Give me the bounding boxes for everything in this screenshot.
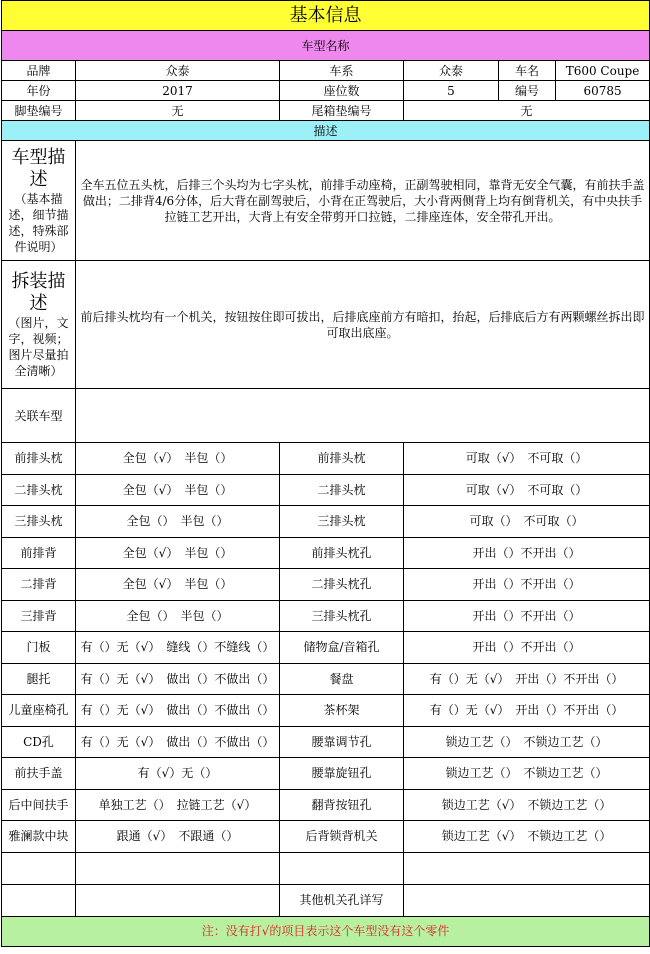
blank-cell (404, 884, 650, 916)
option-left-label: 儿童座椅孔 (2, 695, 76, 727)
option-right-value: 锁边工艺（√） 不锁边工艺（） (404, 821, 650, 853)
option-right-label: 储物盒/音箱孔 (280, 632, 404, 664)
option-right-label: 三排头枕孔 (280, 600, 404, 632)
brand-value: 众泰 (76, 61, 280, 81)
other-holes-label: 其他机关孔详写 (280, 884, 404, 916)
option-right-value: 开出（）不开出（） (404, 569, 650, 601)
option-left-label: CD孔 (2, 726, 76, 758)
series-value: 众泰 (404, 61, 499, 81)
related-value (76, 389, 650, 443)
option-right-label: 前排头枕 (280, 443, 404, 475)
option-row (2, 789, 650, 821)
option-right-value: 可取（√） 不可取（） (404, 474, 650, 506)
option-left-label: 腿托 (2, 663, 76, 695)
sheet-title: 基本信息 (2, 1, 650, 31)
brand-label: 品牌 (2, 61, 76, 81)
option-left-label: 门板 (2, 632, 76, 664)
option-left-value: 全包（） 半包（） (76, 506, 280, 538)
option-left-value: 有（√）无（） (76, 758, 280, 790)
trunkpad-value: 无 (404, 101, 650, 121)
related-label: 关联车型 (2, 389, 76, 443)
option-row (2, 758, 650, 790)
option-left-label: 雅澜款中块 (2, 821, 76, 853)
series-label: 车系 (280, 61, 404, 81)
option-row (2, 569, 650, 601)
blank-cell (76, 852, 280, 884)
carname-label: 车名 (499, 61, 556, 81)
option-right-label: 餐盘 (280, 663, 404, 695)
option-row (2, 663, 650, 695)
option-right-value: 有（）无（√） 开出（）不开出（） (404, 695, 650, 727)
trunkpad-label: 尾箱垫编号 (280, 101, 404, 121)
option-left-label: 二排头枕 (2, 474, 76, 506)
option-left-label: 二排背 (2, 569, 76, 601)
blank-cell (2, 852, 76, 884)
model-desc-subtitle: （基本描述，细节描述，特殊部件说明） (8, 191, 69, 254)
option-row (2, 474, 650, 506)
option-left-label: 前扶手盖 (2, 758, 76, 790)
option-row (2, 537, 650, 569)
option-right-label: 二排头枕孔 (280, 569, 404, 601)
option-left-value: 全包（√） 半包（） (76, 474, 280, 506)
option-right-value: 可取（） 不可取（） (404, 506, 650, 538)
option-right-label: 翻背按钮孔 (280, 789, 404, 821)
option-row (2, 821, 650, 853)
option-right-value: 锁边工艺（） 不锁边工艺（） (404, 726, 650, 758)
info-sheet (1, 0, 650, 947)
option-right-value: 开出（）不开出（） (404, 600, 650, 632)
option-right-value: 开出（）不开出（） (404, 632, 650, 664)
model-desc-label-cell (2, 141, 76, 261)
option-right-label: 后背锁背机关 (280, 821, 404, 853)
option-right-value: 开出（）不开出（） (404, 537, 650, 569)
year-label: 年份 (2, 81, 76, 101)
option-row (2, 632, 650, 664)
option-left-value: 单独工艺（） 拉链工艺（√） (76, 789, 280, 821)
code-value: 60785 (556, 81, 650, 101)
option-row (2, 695, 650, 727)
option-left-value: 全包（√） 半包（） (76, 443, 280, 475)
code-label: 编号 (499, 81, 556, 101)
option-left-value: 全包（√） 半包（） (76, 537, 280, 569)
option-left-value: 跟通（√） 不跟通（） (76, 821, 280, 853)
disassembly-text: 前后排头枕均有一个机关，按钮按住即可拔出，后排底座前方有暗扣，抬起，后排底后方有两颗螺丝拆出即可取出底座。 (76, 261, 650, 389)
option-left-label: 三排背 (2, 600, 76, 632)
option-right-value: 可取（√） 不可取（） (404, 443, 650, 475)
option-left-value: 有（）无（√） 做出（）不做出（） (76, 663, 280, 695)
footer-note: 注：没有打√的项目表示这个车型没有这个零件 (2, 916, 650, 946)
blank-cell (404, 852, 650, 884)
option-right-value: 锁边工艺（√） 不锁边工艺（） (404, 789, 650, 821)
seats-label: 座位数 (280, 81, 404, 101)
model-desc-title: 车型描述 (11, 146, 66, 190)
option-right-value: 锁边工艺（） 不锁边工艺（） (404, 758, 650, 790)
option-row (2, 600, 650, 632)
option-row (2, 506, 650, 538)
option-right-label: 腰靠调节孔 (280, 726, 404, 758)
option-right-label: 前排头枕孔 (280, 537, 404, 569)
blank-cell (280, 852, 404, 884)
model-desc-text: 全车五位五头枕，后排三个头均为七字头枕，前排手动座椅，正副驾驶相同，靠背无安全气囊，有前扶手盖做出；二排背4/6分体，后大背在副驾驶后，小背在正驾驶后，大小背两侧背上均有倒背机关，有中央扶手拉链工艺开出，大背上有安全带剪开口拉链，二排座连体，安全带孔开出。 (76, 141, 650, 261)
description-header: 描述 (2, 121, 650, 141)
blank-cell (2, 884, 76, 916)
option-right-label: 二排头枕 (280, 474, 404, 506)
seats-value: 5 (404, 81, 499, 101)
footpad-label: 脚垫编号 (2, 101, 76, 121)
option-row (2, 726, 650, 758)
option-left-label: 前排背 (2, 537, 76, 569)
option-right-label: 三排头枕 (280, 506, 404, 538)
disassembly-title: 拆装描述 (11, 270, 66, 314)
option-right-label: 茶杯架 (280, 695, 404, 727)
option-left-value: 有（）无（√） 做出（）不做出（） (76, 695, 280, 727)
option-right-label: 腰靠旋钮孔 (280, 758, 404, 790)
option-row (2, 443, 650, 475)
footpad-value: 无 (76, 101, 280, 121)
option-left-label: 三排头枕 (2, 506, 76, 538)
option-left-label: 后中间扶手 (2, 789, 76, 821)
option-left-value: 全包（） 半包（） (76, 600, 280, 632)
blank-cell (76, 884, 280, 916)
carname-value: T600 Coupe (556, 61, 650, 81)
option-rows (2, 443, 650, 853)
option-left-value: 有（）无（√） 做出（）不做出（） (76, 726, 280, 758)
option-left-value: 全包（√） 半包（） (76, 569, 280, 601)
year-value: 2017 (76, 81, 280, 101)
option-right-value: 有（）无（√） 开出（）不开出（） (404, 663, 650, 695)
model-name-header: 车型名称 (2, 31, 650, 61)
option-left-value: 有（）无（√） 缝线（）不缝线（） (76, 632, 280, 664)
disassembly-label-cell (2, 261, 76, 389)
option-left-label: 前排头枕 (2, 443, 76, 475)
disassembly-subtitle: （图片，文字，视频；图片尽量拍全清晰） (8, 315, 69, 378)
